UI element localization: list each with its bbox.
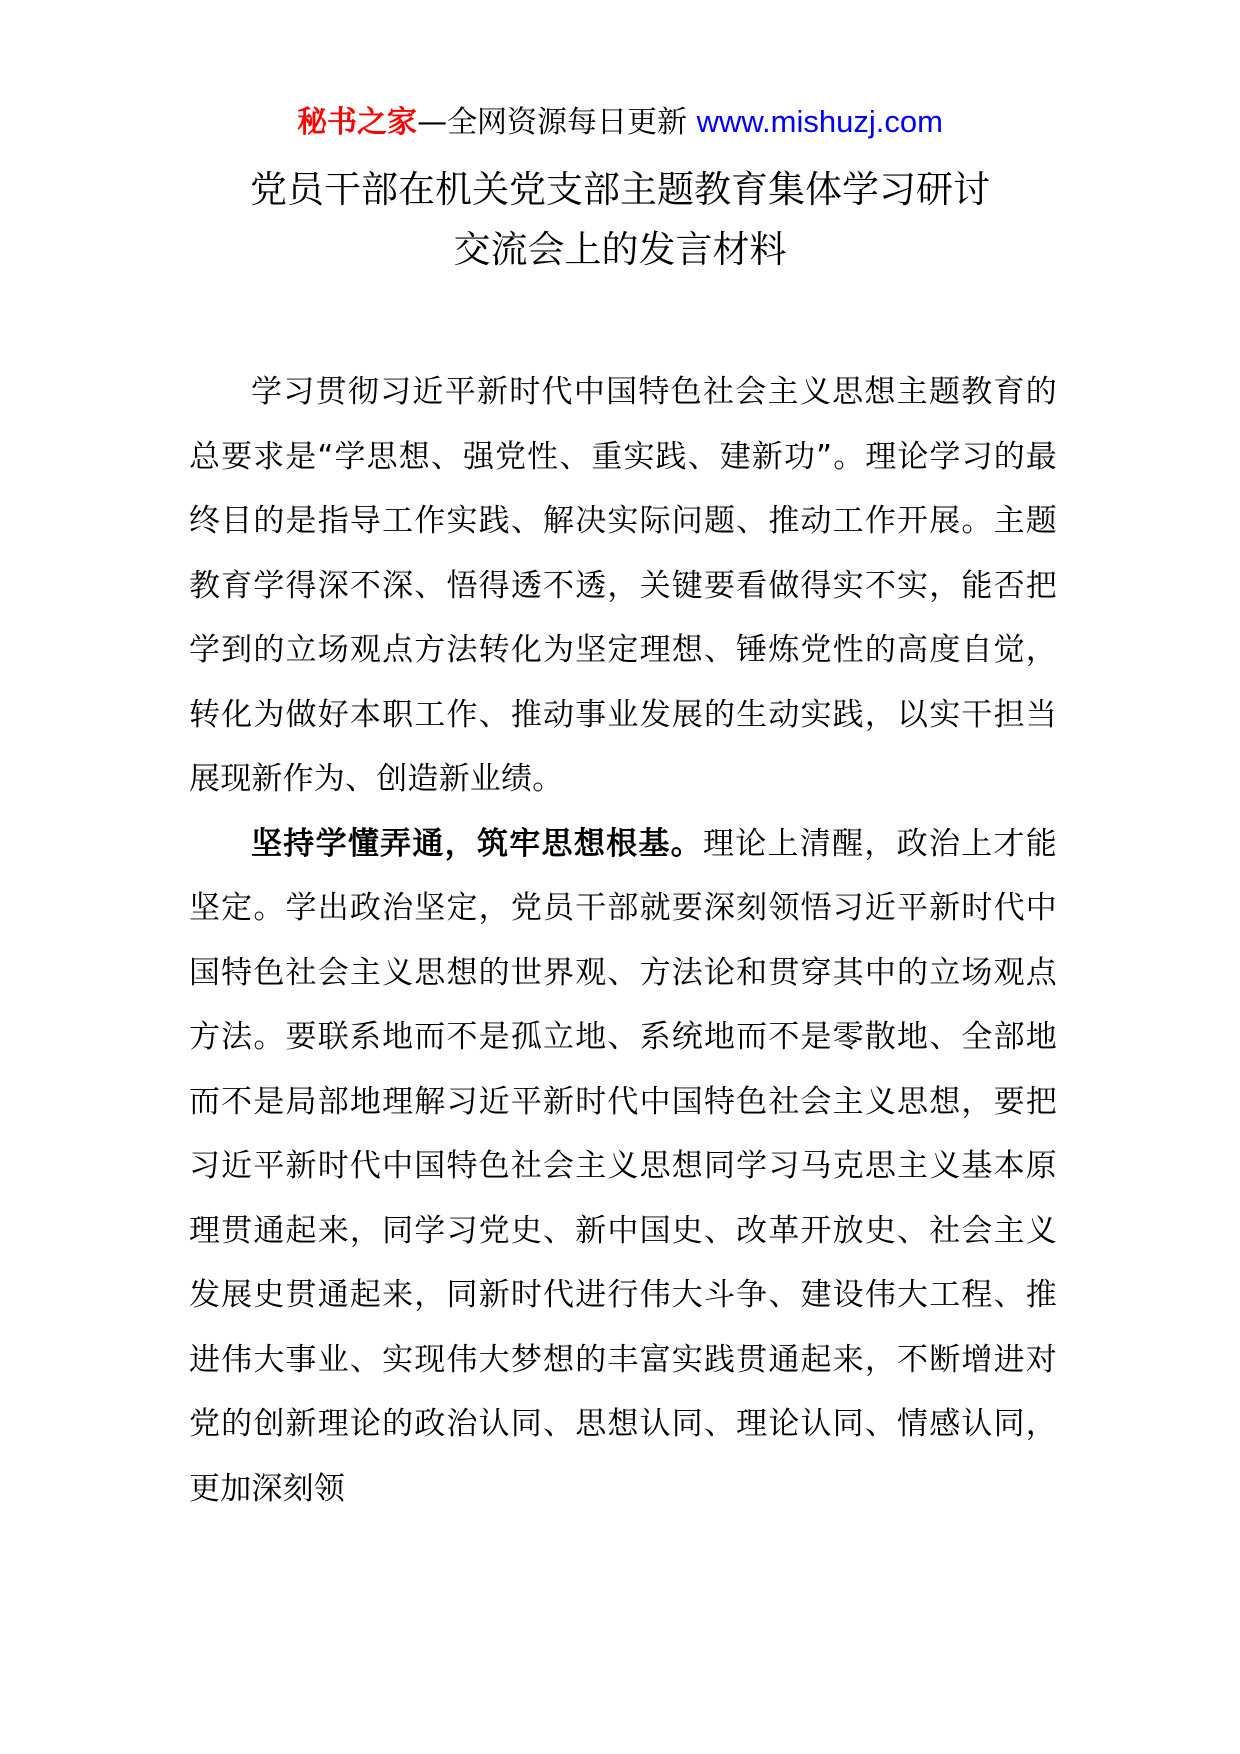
- title-line-1: 党员干部在机关党支部主题教育集体学习研讨: [250, 168, 990, 211]
- site-url-link[interactable]: www.mishuzj.com: [696, 104, 943, 139]
- paragraph-2: [189, 812, 1057, 1522]
- site-header: [0, 102, 1240, 143]
- document-title: [150, 160, 1090, 280]
- paragraph-2-text: 理论上清醒，政治上才能坚定。学出政治坚定，党员干部就要深刻领悟习近平新时代中国特色社会主义思想的世界观、方法论和贯穿其中的立场观点方法。要联系地而不是孤立地、系统地而不是零散地、全部地而不是局部地理解习近平新时代中国特色社会主义思想，要把习近平新时代中国特色社会主义思想同学习马克思主义基本原理贯通起来，同学习党史、新中国史、改革开放史、社会主义发展史贯通起来，同新时代进行伟大斗争、建设伟大工程、推进伟大事业、实现伟大梦想的丰富实践贯通起来，不断增进对党的创新理论的政治认同、思想认同、理论认同、情感认同，更加深刻领: [189, 825, 1057, 1507]
- paragraph-2-lead: 坚持学懂弄通，筑牢思想根基。: [251, 825, 703, 862]
- paragraph-1: [189, 360, 1057, 812]
- brand-name: 秘书之家: [297, 105, 418, 140]
- header-slogan: —全网资源每日更新: [417, 105, 688, 140]
- document-body: [189, 360, 1057, 1521]
- title-line-2: 交流会上的发言材料: [453, 228, 787, 271]
- paragraph-1-text: 学习贯彻习近平新时代中国特色社会主义思想主题教育的总要求是“学思想、强党性、重实践、建新功”。理论学习的最终目的是指导工作实践、解决实际问题、推动工作开展。主题教育学得深不深、悟得透不透，关键要看做得实不实，能否把学到的立场观点方法转化为坚定理想、锤炼党性的高度自觉，转化为做好本职工作、推动事业发展的生动实践，以实干担当展现新作为、创造新业绩。: [189, 374, 1057, 797]
